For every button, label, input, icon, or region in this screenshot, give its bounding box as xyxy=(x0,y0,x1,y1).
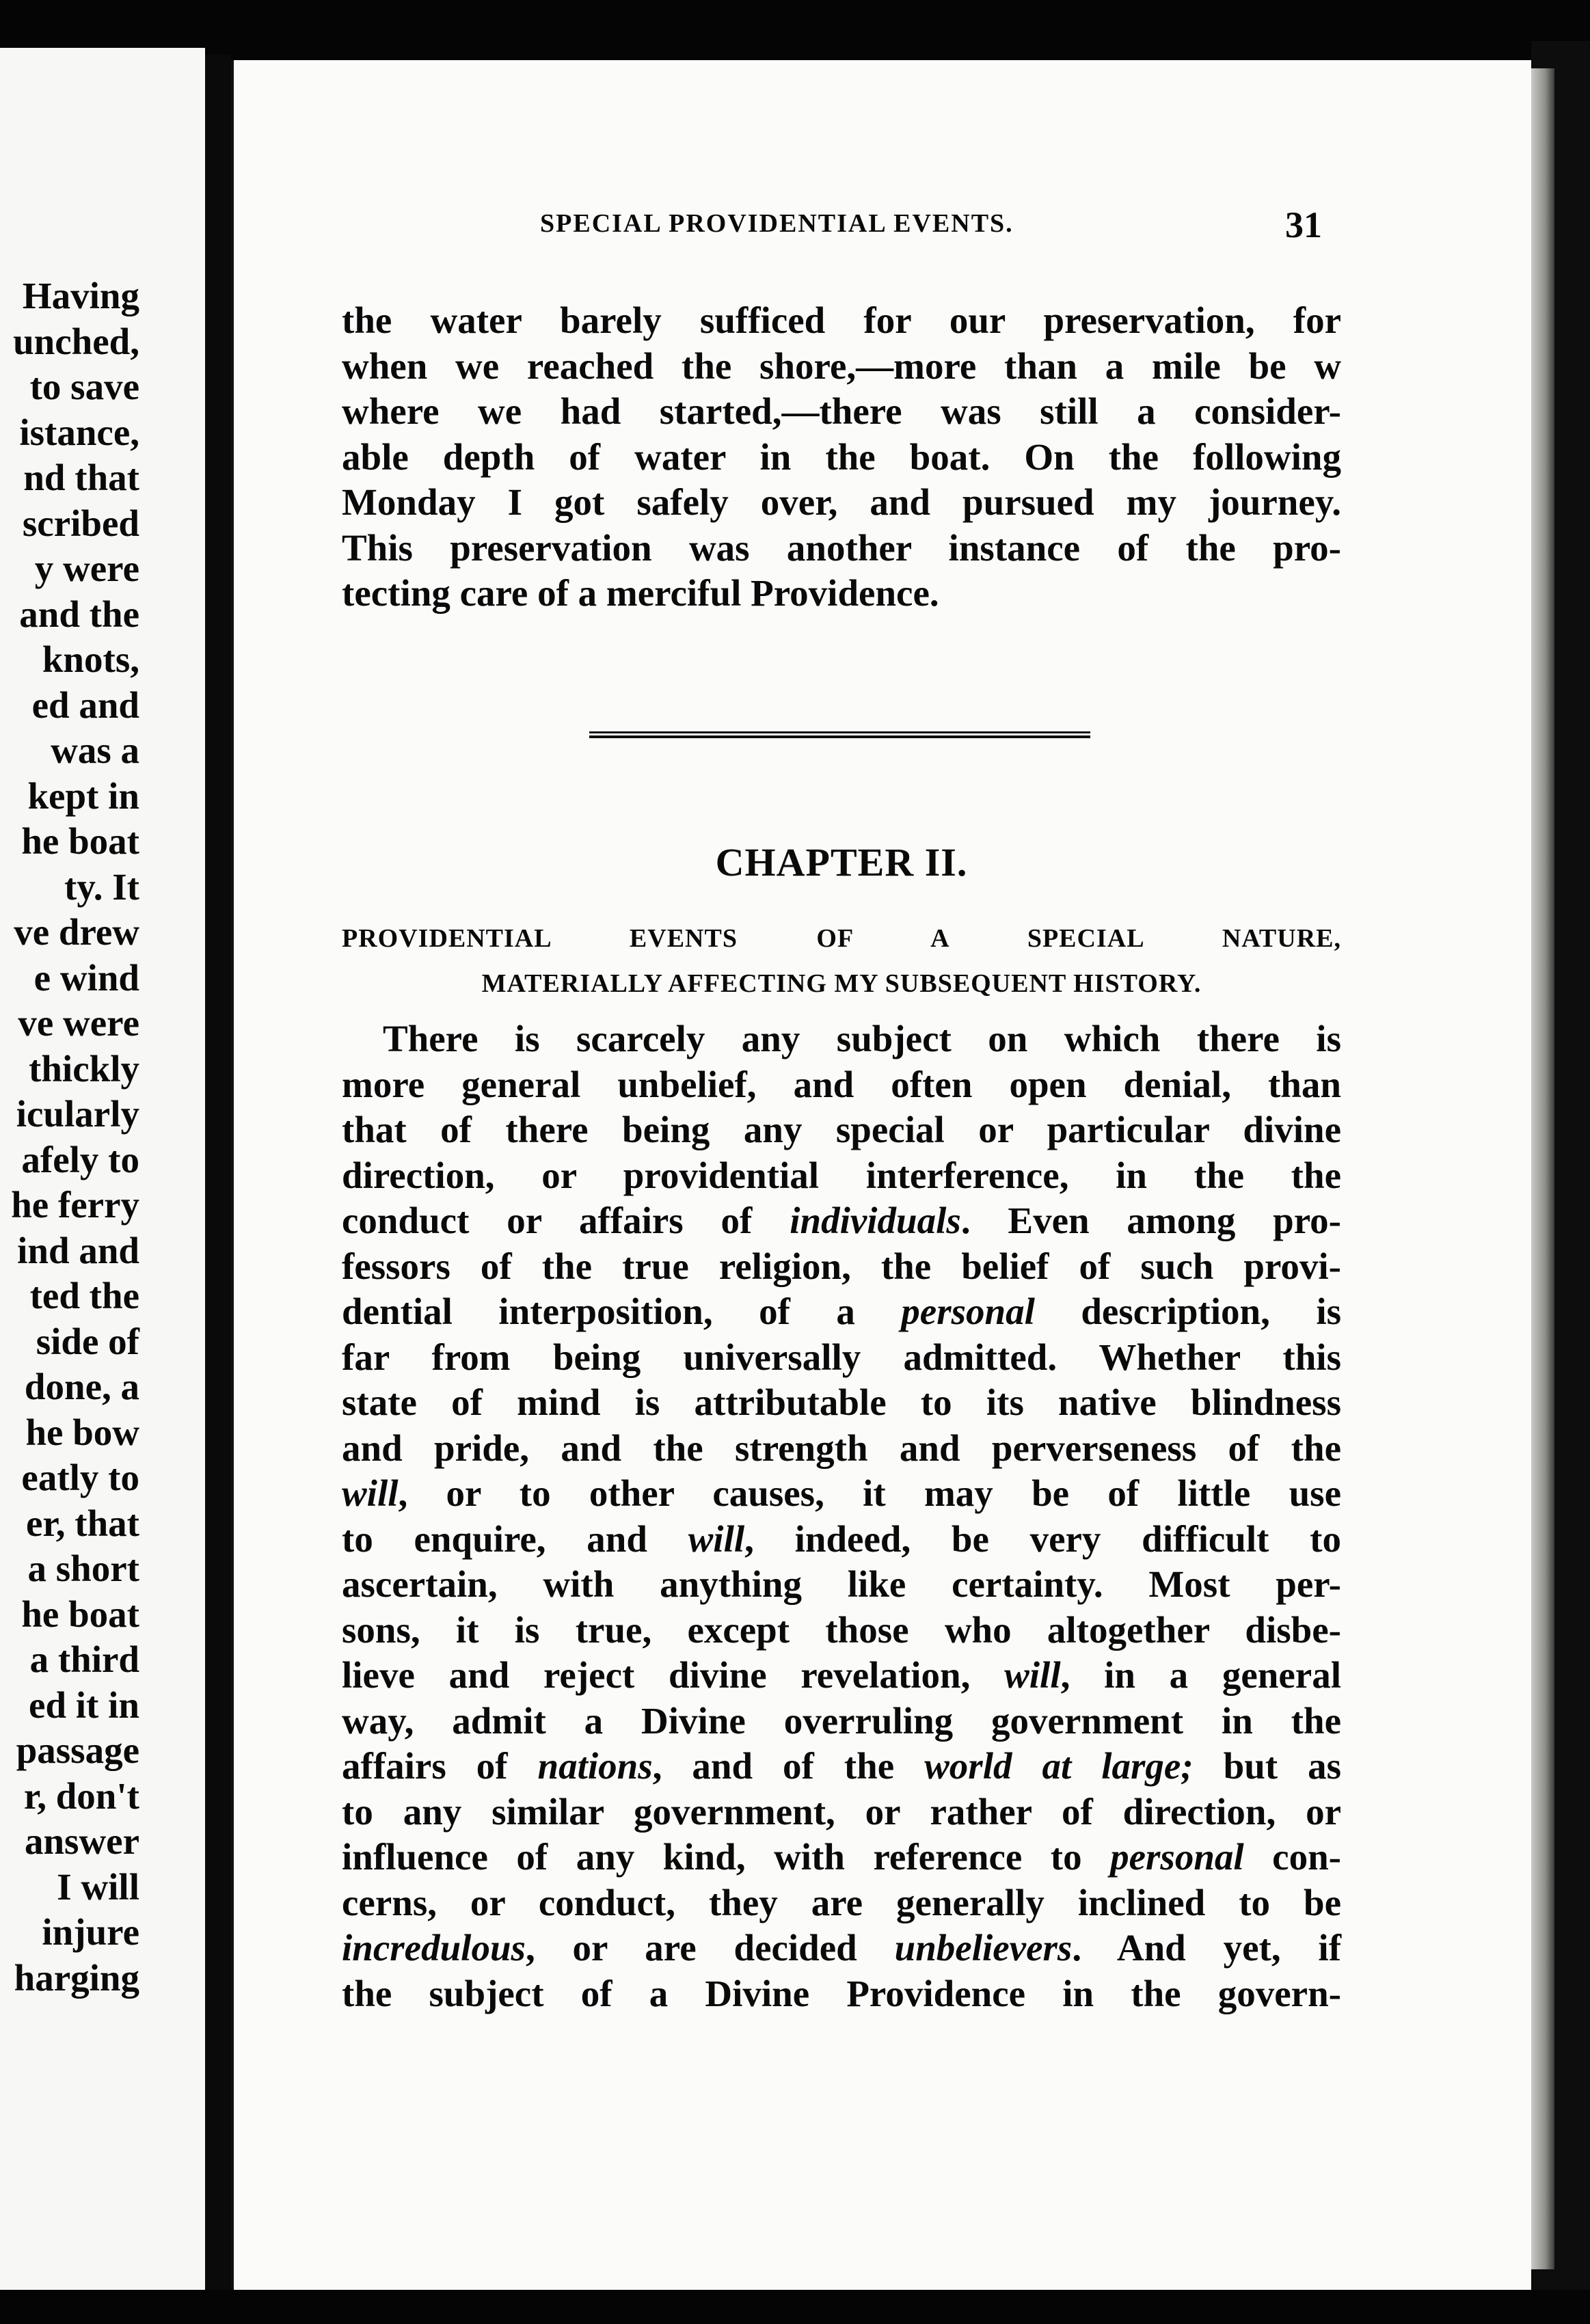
text-line: was a xyxy=(51,729,139,771)
text-line: icularly xyxy=(16,1093,139,1135)
text-line: done, a xyxy=(24,1366,139,1407)
page-edge-shadow xyxy=(1531,68,1554,2269)
text-line: to enquire, and will, indeed, be very difficult to xyxy=(342,1517,1341,1560)
text-line: direction, or providential interference, in the the xyxy=(342,1154,1341,1196)
text-line: where we had started,—there was still a consider- xyxy=(342,390,1341,432)
text-line: unched, xyxy=(13,320,139,362)
page-number: 31 xyxy=(1285,204,1322,245)
text-line: cerns, or conduct, they are generally inclined to be xyxy=(342,1881,1341,1923)
text-line: y were xyxy=(34,548,139,589)
text-line: answer xyxy=(24,1820,139,1862)
text-line: that of there being any special or particular divine xyxy=(342,1109,1341,1150)
text-line: he ferry xyxy=(11,1184,139,1226)
text-line: ve were xyxy=(18,1002,139,1044)
text-line: afely to xyxy=(21,1138,139,1180)
text-line: conduct or affairs of individuals. Even among pro- xyxy=(342,1200,1341,1241)
text-line: This preservation was another instance of the pro- xyxy=(342,526,1341,569)
text-line: e wind xyxy=(33,956,139,999)
text-line: Monday I got safely over, and pursued my journey. xyxy=(342,481,1341,523)
text-line: far from being universally admitted. Whether this xyxy=(342,1336,1341,1378)
text-line: and the xyxy=(19,593,139,635)
text-line: influence of any kind, with reference to personal con- xyxy=(342,1836,1342,1878)
text-line: harging xyxy=(14,1956,139,1999)
left-page-text xyxy=(0,273,139,2001)
text-line: passage xyxy=(16,1729,139,1771)
text-line: er, that xyxy=(26,1502,139,1544)
text-line: kept in xyxy=(27,774,139,817)
text-line: able depth of water in the boat. On the following xyxy=(342,435,1341,478)
text-line: ed and xyxy=(31,684,139,726)
chapter-subtitle-line-2: MATERIALLY AFFECTING MY SUBSEQUENT HISTORY. xyxy=(481,969,1202,998)
text-line: thickly xyxy=(29,1047,139,1090)
text-line: to any similar government, or rather of direction, or xyxy=(342,1790,1341,1833)
text-line: nd that xyxy=(23,457,139,498)
text-line: ascertain, with anything like certainty. Most per- xyxy=(342,1563,1341,1605)
text-line: when we reached the shore,—more than a mile be w xyxy=(342,344,1341,387)
text-line: eatly to xyxy=(21,1457,139,1498)
text-line: he bow xyxy=(25,1411,139,1453)
book-gutter xyxy=(205,55,231,2290)
text-line: ve drew xyxy=(14,911,139,953)
section-divider-rule xyxy=(589,731,1090,738)
text-line: fessors of the true religion, the belief of such provi- xyxy=(342,1245,1341,1287)
text-line: affairs of nations, and of the world at large; but as xyxy=(342,1745,1341,1787)
text-line: will, or to other causes, it may be of little use xyxy=(342,1472,1341,1514)
text-line: ted the xyxy=(29,1275,139,1316)
text-line: knots, xyxy=(42,638,139,680)
text-line: state of mind is attributable to its native blindness xyxy=(342,1381,1341,1423)
text-line: to save xyxy=(29,366,139,407)
paragraph-top xyxy=(342,298,1341,617)
text-line: a short xyxy=(27,1548,139,1589)
paragraph-main xyxy=(342,1016,1341,2016)
text-line: There is scarcely any subject on which there is xyxy=(383,1018,1341,1059)
chapter-subtitle xyxy=(342,916,1341,1006)
text-line: side of xyxy=(36,1320,139,1362)
chapter-subtitle-line-1: PROVIDENTIAL EVENTS OF A SPECIAL NATURE, xyxy=(342,924,1341,953)
chapter-title: CHAPTER II. xyxy=(715,840,968,884)
text-line: injure xyxy=(42,1911,139,1953)
text-line: ty. It xyxy=(64,865,139,908)
scan-top-border xyxy=(0,0,1590,63)
scan-bottom-border xyxy=(0,2290,1590,2324)
text-line: sons, it is true, except those who altogether disbe- xyxy=(342,1608,1341,1651)
text-line: ind and xyxy=(17,1229,139,1271)
text-line: ed it in xyxy=(29,1684,139,1726)
left-page-fragment xyxy=(0,48,205,2290)
text-line: the subject of a Divine Providence in the govern- xyxy=(342,1972,1341,2014)
text-line: Having xyxy=(22,275,139,316)
text-line: scribed xyxy=(22,502,139,544)
text-line: more general unbelief, and often open denial, than xyxy=(342,1063,1341,1105)
text-line: dential interposition, of a personal description, is xyxy=(342,1291,1342,1332)
text-line: istance, xyxy=(19,411,139,453)
running-head: SPECIAL PROVIDENTIAL EVENTS. xyxy=(540,209,1014,238)
text-line: way, admit a Divine overruling government in the xyxy=(342,1699,1341,1742)
text-line: a third xyxy=(29,1638,139,1680)
text-line: lieve and reject divine revelation, will, in a general xyxy=(342,1654,1342,1696)
text-line: tecting care of a merciful Providence. xyxy=(342,572,939,614)
text-line: I will xyxy=(57,1865,139,1908)
text-line: he boat xyxy=(21,820,139,862)
text-line: incredulous, or are decided unbelievers. And yet, if xyxy=(342,1927,1342,1969)
text-line: the water barely sufficed for our preservation, for xyxy=(342,299,1341,341)
text-line: he boat xyxy=(21,1593,139,1635)
text-line: r, don't xyxy=(23,1774,139,1817)
text-line: and pride, and the strength and perverseness of the xyxy=(342,1427,1341,1469)
